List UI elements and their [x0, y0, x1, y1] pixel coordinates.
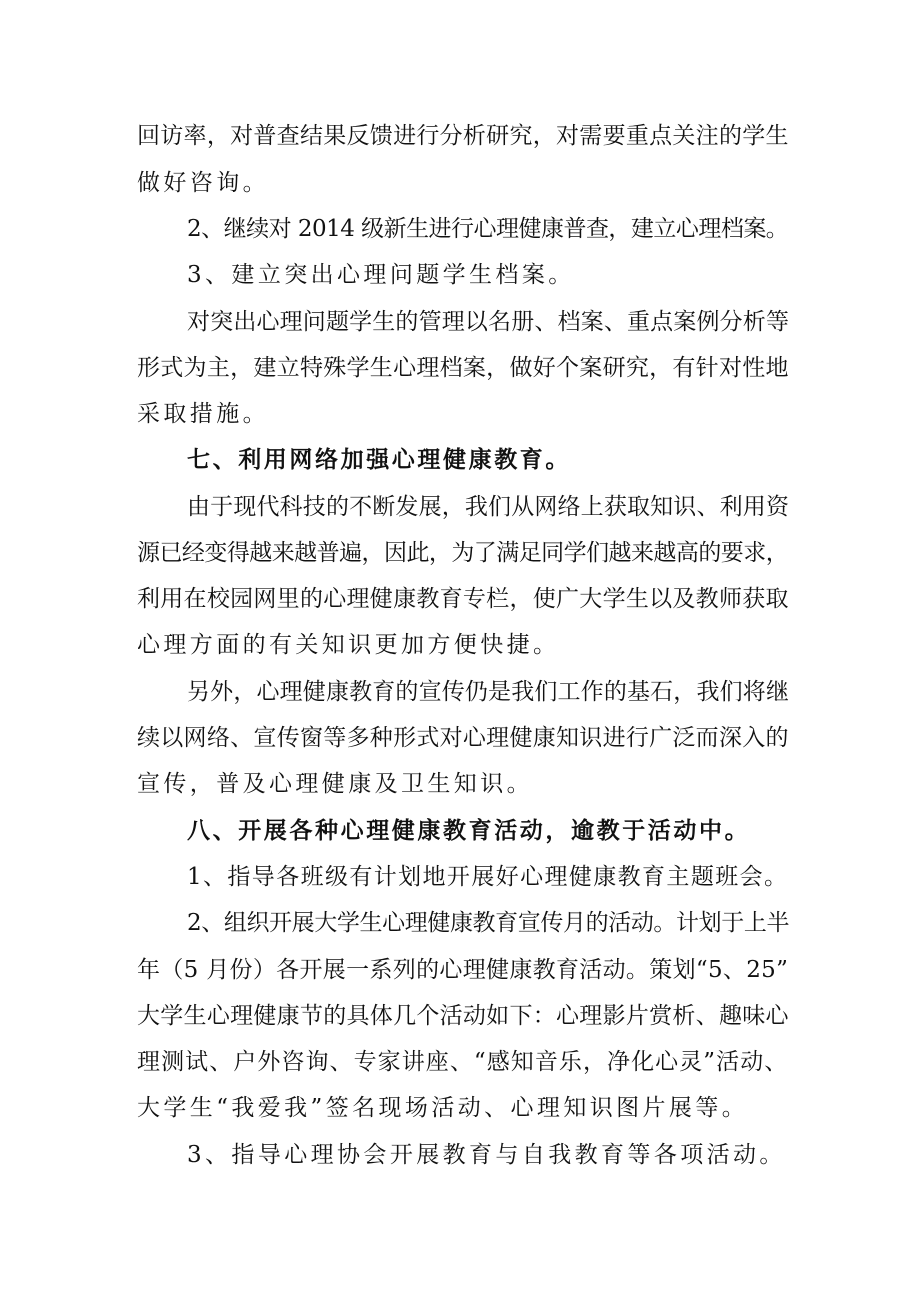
paragraph-line: 采取措施。 — [137, 401, 269, 427]
paragraph-line: 另外，心理健康教育的宣传仍是我们工作的基石，我们将继 — [187, 679, 790, 705]
list-item: 2、组织开展大学生心理健康教育宣传月的活动。计划于上半 — [187, 910, 790, 936]
paragraph-line: 回访率，对普查结果反馈进行分析研究，对需要重点关注的学生 — [137, 123, 789, 149]
section-heading: 七、利用网络加强心理健康教育。 — [187, 447, 571, 473]
paragraph-line: 形式为主，建立特殊学生心理档案，做好个案研究，有针对性地 — [137, 355, 789, 381]
paragraph-line: 大学生“我爱我”签名现场活动、心理知识图片展等。 — [137, 1095, 749, 1121]
paragraph-line: 做好咨询。 — [137, 170, 269, 196]
paragraph-line: 续以网络、宣传窗等多种形式对心理健康知识进行广泛而深入的 — [137, 725, 789, 751]
paragraph-line: 由于现代科技的不断发展，我们从网络上获取知识、利用资 — [187, 494, 790, 520]
paragraph-line: 源已经变得越来越普遍，因此，为了满足同学们越来越高的要求， — [137, 540, 789, 566]
list-item: 3、指导心理协会开展教育与自我教育等各项活动。 — [187, 1142, 786, 1168]
list-item: 2、继续对 2014 级新生进行心理健康普查，建立心理档案。 — [187, 216, 789, 242]
paragraph-line: 心理方面的有关知识更加方便快捷。 — [137, 632, 560, 658]
paragraph-line: 宣传，普及心理健康及卫生知识。 — [137, 771, 533, 797]
paragraph-line: 对突出心理问题学生的管理以名册、档案、重点案例分析等 — [187, 309, 790, 335]
paragraph-line: 年（5 月份）各开展一系列的心理健康教育活动。策划“5、25” — [137, 957, 789, 983]
paragraph-line: 利用在校园网里的心理健康教育专栏，使广大学生以及教师获取 — [137, 586, 789, 612]
list-item: 3、建立突出心理问题学生档案。 — [187, 262, 575, 288]
section-heading: 八、开展各种心理健康教育活动，逾教于活动中。 — [187, 818, 751, 844]
paragraph-line: 理测试、户外咨询、专家讲座、“感知音乐，净化心灵”活动、 — [137, 1049, 789, 1075]
paragraph-line: 大学生心理健康节的具体几个活动如下：心理影片赏析、趣味心 — [137, 1003, 789, 1029]
list-item: 1、指导各班级有计划地开展好心理健康教育主题班会。 — [187, 864, 789, 890]
